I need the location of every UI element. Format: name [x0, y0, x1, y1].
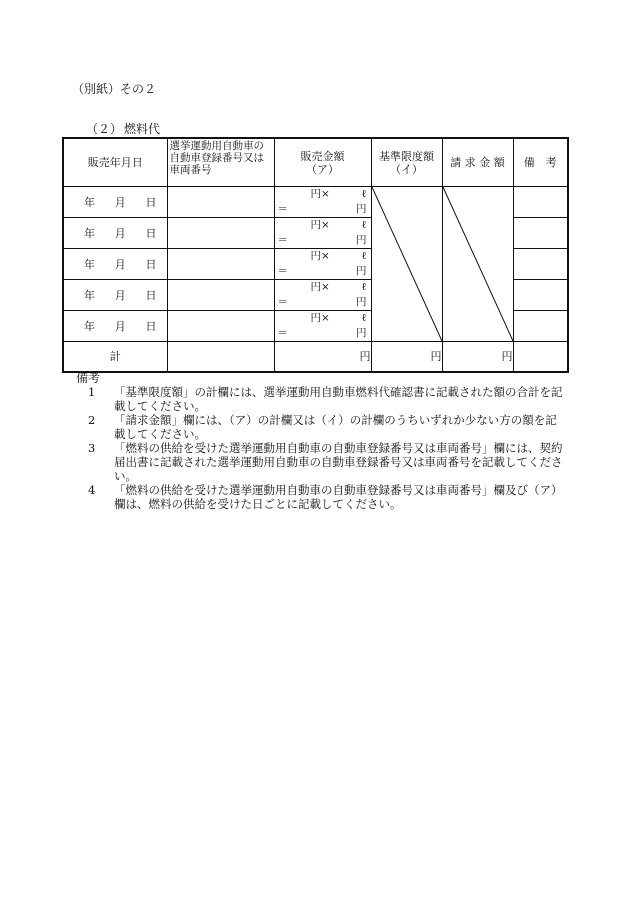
liter-label: ℓ	[361, 312, 367, 324]
year-label: 年	[84, 320, 95, 333]
day-label: 日	[145, 289, 157, 302]
remarks-cell[interactable]	[513, 280, 568, 311]
header-sale-amount	[274, 138, 371, 187]
note-number: 3	[88, 441, 96, 455]
day-label: 日	[145, 196, 157, 209]
remarks-cell[interactable]	[513, 187, 568, 218]
month-label: 月	[114, 258, 126, 271]
note-item	[88, 385, 566, 413]
header-vehicle-number: 選挙運動用自動車の自動車登録番号又は車両番号	[167, 138, 274, 187]
day-label: 日	[145, 258, 157, 271]
fuel-cost-table	[62, 137, 569, 373]
month-label: 月	[114, 196, 126, 209]
yen-label: 円	[356, 234, 367, 246]
notes-list	[88, 385, 566, 511]
liter-label: ℓ	[361, 188, 367, 200]
table-row	[63, 187, 568, 218]
total-label: 計	[63, 342, 167, 372]
sale-amount-cell[interactable]	[274, 249, 371, 280]
remarks-cell[interactable]	[513, 218, 568, 249]
note-item	[88, 441, 566, 483]
note-number: 4	[88, 483, 96, 497]
yen-times-label: 円×	[310, 312, 330, 324]
vehicle-number-cell[interactable]	[167, 249, 274, 280]
diagonal-line-icon	[443, 187, 513, 341]
equals-label: ＝	[277, 327, 288, 339]
vehicle-number-cell[interactable]	[167, 218, 274, 249]
equals-label: ＝	[277, 265, 288, 277]
liter-label: ℓ	[361, 250, 367, 262]
vehicle-number-cell[interactable]	[167, 311, 274, 342]
equals-label: ＝	[277, 296, 288, 308]
yen-label: 円	[356, 265, 367, 277]
date-cell[interactable]	[63, 249, 167, 280]
header-sale-amount-sub: （ア）	[306, 162, 339, 176]
yen-times-label: 円×	[310, 250, 330, 262]
header-limit-label: 基準限度額	[379, 149, 434, 163]
note-text: 「基準限度額」の計欄には、選挙運動用自動車燃料代確認書に記載された額の合計を記載してください。	[114, 385, 563, 413]
year-label: 年	[84, 289, 95, 302]
note-text: 「燃料の供給を受けた選挙運動用自動車の自動車登録番号又は車両番号」欄及び（ア）欄は、燃料の供給を受けた日ごとに記載してください。	[114, 483, 563, 511]
total-claim-amount-cell[interactable]: 円	[442, 342, 513, 372]
remarks-cell[interactable]	[513, 249, 568, 280]
yen-label: 円	[356, 203, 367, 215]
vehicle-number-cell[interactable]	[167, 187, 274, 218]
header-remarks: 備 考	[513, 138, 568, 187]
total-limit-amount-cell[interactable]: 円	[371, 342, 442, 372]
note-number: 1	[88, 385, 96, 399]
sale-amount-cell[interactable]	[274, 311, 371, 342]
year-label: 年	[84, 258, 95, 271]
date-cell[interactable]	[63, 187, 167, 218]
total-vehicle-cell	[167, 342, 274, 372]
equals-label: ＝	[277, 203, 288, 215]
equals-label: ＝	[277, 234, 288, 246]
header-limit-amount	[371, 138, 442, 187]
note-item	[88, 483, 566, 511]
month-label: 月	[114, 320, 126, 333]
remarks-cell[interactable]	[513, 311, 568, 342]
diagonal-line-icon	[372, 187, 442, 341]
total-row	[63, 342, 568, 372]
section-heading	[86, 120, 160, 137]
note-item	[88, 413, 566, 441]
day-label: 日	[145, 320, 157, 333]
notes-title: 備考	[76, 371, 101, 385]
header-claim-amount: 請 求 金 額	[442, 138, 513, 187]
sale-amount-cell[interactable]	[274, 280, 371, 311]
section-number: （２）	[86, 122, 123, 136]
month-label: 月	[114, 227, 126, 240]
sale-amount-cell[interactable]	[274, 187, 371, 218]
date-cell[interactable]	[63, 311, 167, 342]
note-number: 2	[88, 413, 96, 427]
total-sale-amount-cell[interactable]: 円	[274, 342, 371, 372]
year-label: 年	[84, 196, 95, 209]
liter-label: ℓ	[361, 281, 367, 293]
yen-label: 円	[356, 327, 367, 339]
header-limit-sub: （イ）	[390, 162, 423, 176]
liter-label: ℓ	[361, 219, 367, 231]
day-label: 日	[145, 227, 157, 240]
section-title: 燃料代	[124, 122, 161, 136]
sale-amount-cell[interactable]	[274, 218, 371, 249]
date-cell[interactable]	[63, 280, 167, 311]
note-text: 「請求金額」欄には、（ア）の計欄又は（イ）の計欄のうちいずれか少ない方の額を記載してください。	[114, 413, 557, 441]
header-sale-amount-label: 販売金額	[300, 149, 345, 163]
claim-amount-diagonal	[442, 187, 513, 342]
vehicle-number-cell[interactable]	[167, 280, 274, 311]
yen-times-label: 円×	[310, 219, 330, 231]
yen-times-label: 円×	[310, 188, 330, 200]
limit-amount-diagonal	[371, 187, 442, 342]
total-remarks-cell[interactable]	[513, 342, 568, 372]
yen-times-label: 円×	[310, 281, 330, 293]
yen-label: 円	[356, 296, 367, 308]
note-text: 「燃料の供給を受けた選挙運動用自動車の自動車登録番号又は車両番号」欄には、契約届出書に記載された選挙運動用自動車の自動車登録番号又は車両番号を記載してください。	[114, 441, 563, 483]
date-cell[interactable]	[63, 218, 167, 249]
month-label: 月	[114, 289, 126, 302]
year-label: 年	[84, 227, 95, 240]
header-sale-date: 販売年月日	[63, 138, 167, 187]
document-heading: （別紙）その２	[72, 82, 157, 96]
